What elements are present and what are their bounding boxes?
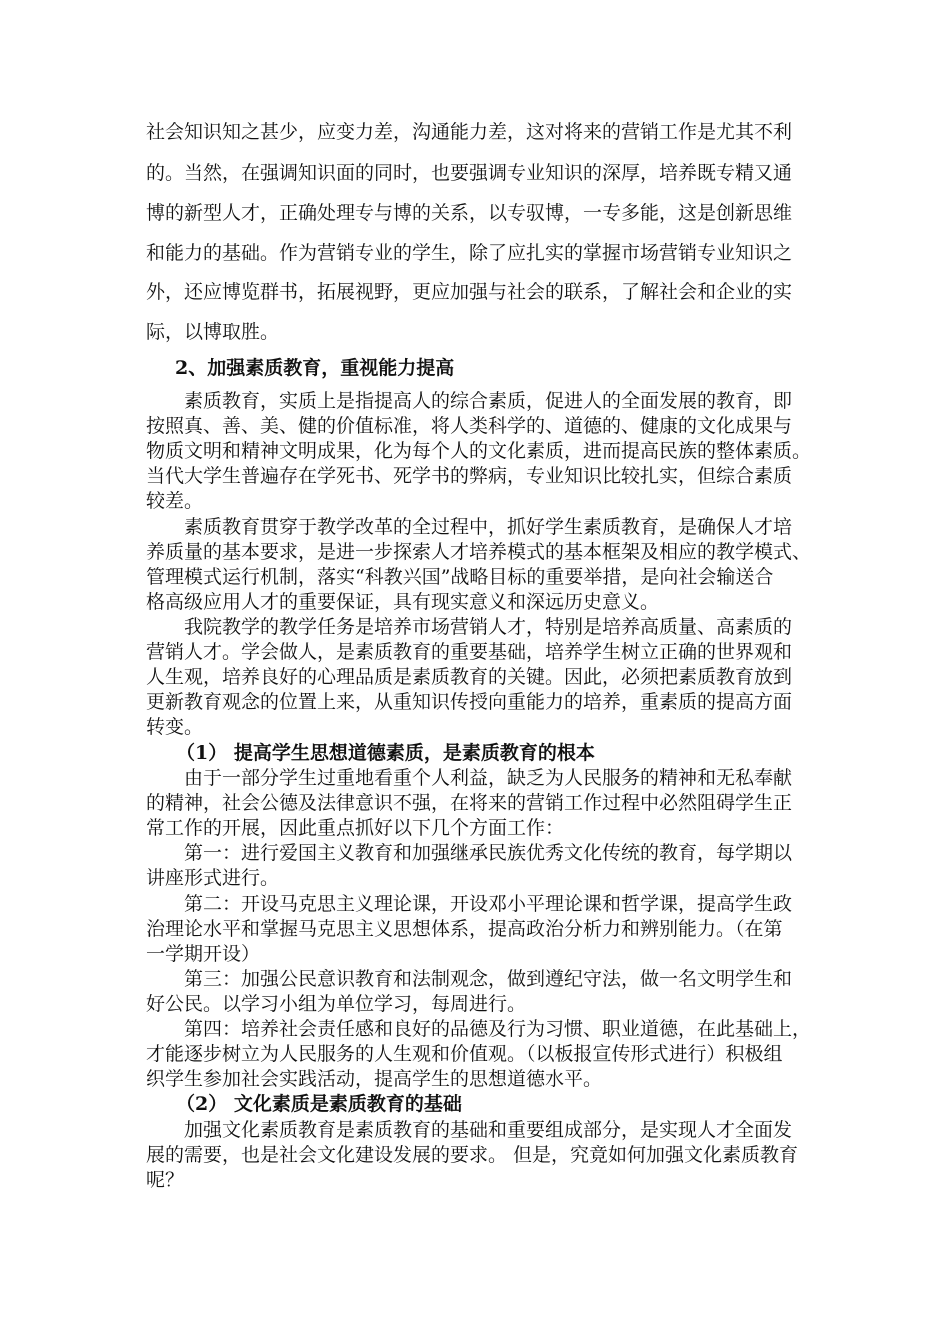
body-line: 加强文化素质教育是素质教育的基础和重要组成部分，是实现人才全面发 [184,1119,793,1141]
body-line: 社会知识知之甚少，应变力差，沟通能力差，这对将来的营销工作是尤其不利 [146,121,793,143]
body-line: 我院教学的教学任务是培养市场营销人才，特别是培养高质量、高素质的 [184,616,793,638]
body-line: 才能逐步树立为人民服务的人生观和价值观。（以板报宣传形式进行）积极组 [146,1043,783,1065]
body-line: 常工作的开展，因此重点抓好以下几个方面工作： [146,817,565,839]
body-line: 较差。 [146,490,204,512]
section-heading: 2、加强素质教育，重视能力提高 [175,357,455,379]
body-line: 第三：加强公民意识教育和法制观念，做到遵纪守法，做一名文明学生和 [184,968,793,990]
body-line: 当代大学生普遍存在学死书、死学书的弊病，专业知识比较扎实，但综合素质 [146,465,793,487]
body-line: 格高级应用人才的重要保证，具有现实意义和深远历史意义。 [146,591,660,613]
body-line: 养质量的基本要求，是进一步探索人才培养模式的基本框架及相应的教学模式、 [146,541,812,563]
body-line: 外，还应博览群书，拓展视野，更应加强与社会的联系，了解社会和企业的实 [146,281,793,303]
body-line: 物质文明和精神文明成果，化为每个人的文化素质，进而提高民族的整体素质。 [146,440,812,462]
body-line: 和能力的基础。作为营销专业的学生，除了应扎实的掌握市场营销专业知识之 [146,242,793,264]
body-line: 由于一部分学生过重地看重个人利益，缺乏为人民服务的精神和无私奉献 [184,767,793,789]
body-line: 第一：进行爱国主义教育和加强继承民族优秀文化传统的教育，每学期以 [184,842,793,864]
body-line: 好公民。以学习小组为单位学习，每周进行。 [146,993,527,1015]
body-line: 素质教育，实质上是指提高人的综合素质，促进人的全面发展的教育，即 [184,390,793,412]
body-line: 人生观，培养良好的心理品质是素质教育的关键。因此，必须把素质教育放到 [146,666,793,688]
body-line: 更新教育观念的位置上来，从重知识传授向重能力的培养，重素质的提高方面 [146,691,793,713]
body-line: 一学期开设） [146,943,261,965]
body-line: 际，以博取胜。 [146,321,280,343]
body-line: 织学生参加社会实践活动，提高学生的思想道德水平。 [146,1068,603,1090]
body-line: 素质教育贯穿于教学改革的全过程中，抓好学生素质教育，是确保人才培 [184,516,793,538]
body-line: 第二：开设马克思主义理论课，开设邓小平理论课和哲学课，提高学生政 [184,893,793,915]
body-line: 管理模式运行机制，落实“科教兴国”战略目标的重要举措，是向社会输送合 [146,566,774,588]
body-line: 营销人才。学会做人，是素质教育的重要基础，培养学生树立正确的世界观和 [146,641,793,663]
body-line: 讲座形式进行。 [146,867,280,889]
body-line: 转变。 [146,716,204,738]
body-line: 治理论水平和掌握马克思主义思想体系，提高政治分析力和辨别能力。（在第 [146,918,783,940]
body-line: 呢？ [146,1169,185,1191]
body-line: 第四：培养社会责任感和良好的品德及行为习惯、职业道德，在此基础上， [184,1018,812,1040]
subsection-heading: （2） 文化素质是素质教育的基础 [176,1093,462,1115]
body-line: 按照真、善、美、健的价值标准，将人类科学的、道德的、健康的文化成果与 [146,415,793,437]
subsection-heading: （1） 提高学生思想道德素质，是素质教育的根本 [176,742,595,764]
body-line: 的精神，社会公德及法律意识不强，在将来的营销工作过程中必然阻碍学生正 [146,792,793,814]
body-line: 博的新型人才，正确处理专与博的关系，以专驭博，一专多能，这是创新思维 [146,202,793,224]
body-line: 的。当然，在强调知识面的同时，也要强调专业知识的深厚，培养既专精又通 [146,162,793,184]
body-line: 展的需要，也是社会文化建设发展的要求。 但是，究竟如何加强文化素质教育 [146,1144,799,1166]
